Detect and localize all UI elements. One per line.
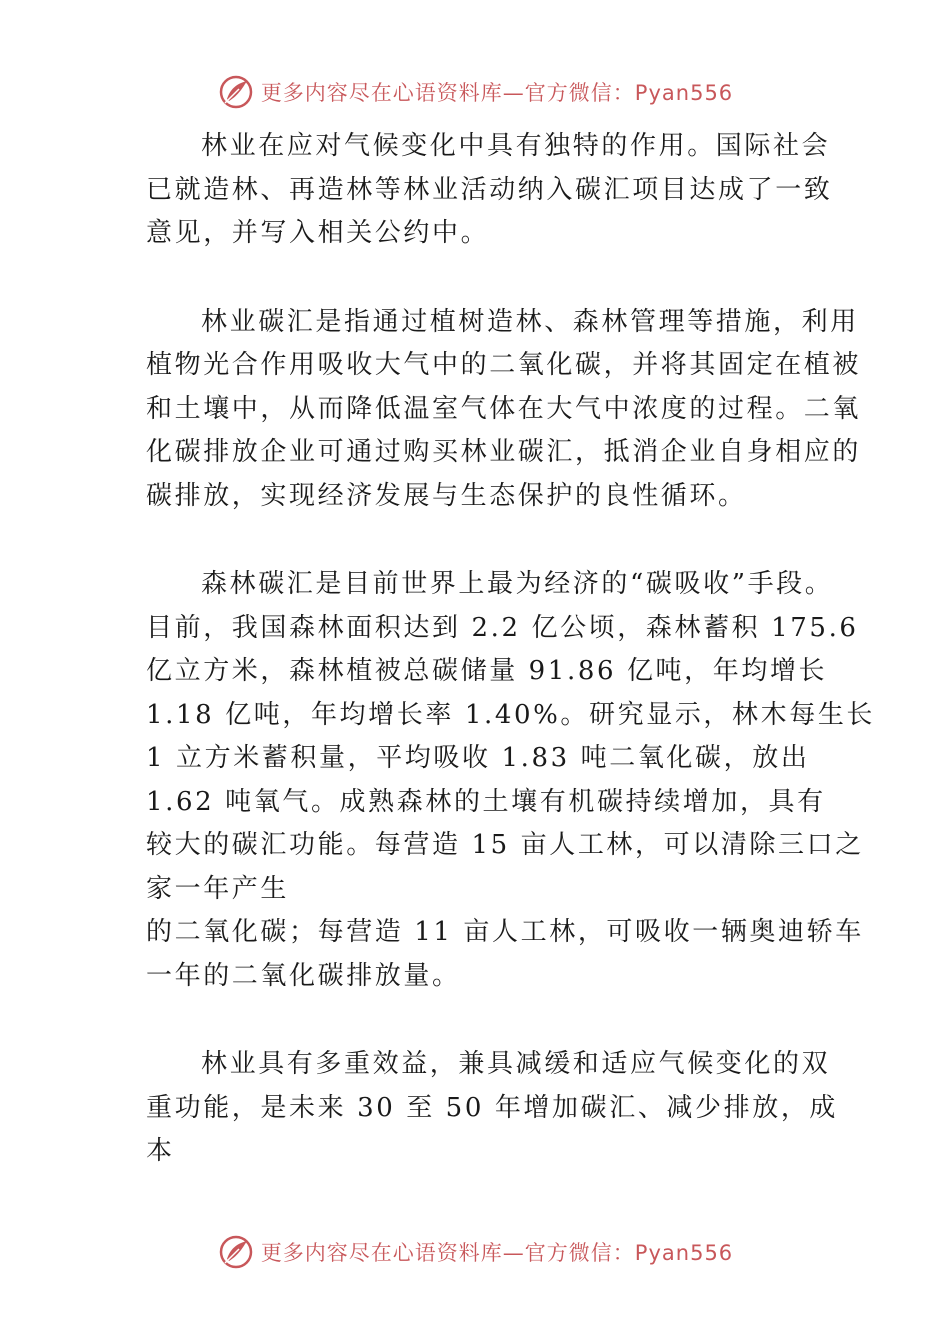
paragraph-line: 1.18 亿吨，年均增长率 1.40%。研究显示，林木每生长 bbox=[146, 699, 876, 730]
paragraph-line: 目前，我国森林面积达到 2.2 亿公顷，森林蓄积 175.6 bbox=[146, 612, 859, 643]
paragraph-line: 植物光合作用吸收大气中的二氧化碳，并将其固定在植被 bbox=[146, 350, 862, 380]
paragraph-line: 和土壤中，从而降低温室气体在大气中浓度的过程。二氧 bbox=[146, 393, 862, 424]
paragraph-2 bbox=[146, 301, 862, 519]
leaf-swirl-logo-icon bbox=[217, 73, 255, 111]
footer-banner bbox=[0, 1230, 950, 1274]
paragraph-line: 一年的二氧化碳排放量。 bbox=[146, 960, 461, 991]
footer-banner-text: 更多内容尽在心语资料库—官方微信：Pyan556 bbox=[260, 1241, 734, 1265]
header-banner bbox=[0, 70, 950, 114]
header-banner-text: 更多内容尽在心语资料库—官方微信：Pyan556 bbox=[260, 81, 734, 105]
paragraph-line: 意见，并写入相关公约中。 bbox=[146, 218, 490, 248]
paragraph-line: 林业碳汇是指通过植树造林、森林管理等措施，利用 bbox=[201, 306, 859, 337]
paragraph-line: 化碳排放企业可通过购买林业碳汇，抵消企业自身相应的 bbox=[146, 437, 862, 467]
paragraph-line: 碳排放，实现经济发展与生态保护的良性循环。 bbox=[146, 480, 747, 511]
paragraph-line: 家一年产生 bbox=[146, 873, 290, 904]
paragraph-line: 林业在应对气候变化中具有独特的作用。国际社会 bbox=[201, 131, 831, 161]
paragraph-3 bbox=[146, 563, 876, 998]
paragraph-line: 已就造林、再造林等林业活动纳入碳汇项目达成了一致 bbox=[146, 174, 833, 205]
paragraph-line: 林业具有多重效益，兼具减缓和适应气候变化的双 bbox=[201, 1049, 831, 1079]
paragraph-line: 本 bbox=[146, 1136, 175, 1166]
paragraph-1 bbox=[146, 125, 833, 256]
paragraph-line: 重功能，是未来 30 至 50 年增加碳汇、减少排放，成 bbox=[146, 1092, 839, 1123]
paragraph-4 bbox=[146, 1043, 839, 1174]
paragraph-line: 1.62 吨氧气。成熟森林的土壤有机碳持续增加，具有 bbox=[146, 786, 826, 817]
paragraph-line: 亿立方米，森林植被总碳储量 91.86 亿吨，年均增长 bbox=[146, 656, 828, 686]
paragraph-line: 较大的碳汇功能。每营造 15 亩人工林，可以清除三口之 bbox=[146, 830, 864, 860]
leaf-swirl-logo-icon bbox=[217, 1233, 255, 1271]
document-body bbox=[146, 125, 876, 1174]
paragraph-line: 森林碳汇是目前世界上最为经济的“碳吸收”手段。 bbox=[201, 569, 834, 599]
paragraph-line: 的二氧化碳；每营造 11 亩人工林，可吸收一辆奥迪轿车 bbox=[146, 917, 864, 947]
paragraph-line: 1 立方米蓄积量，平均吸收 1.83 吨二氧化碳，放出 bbox=[146, 743, 810, 773]
